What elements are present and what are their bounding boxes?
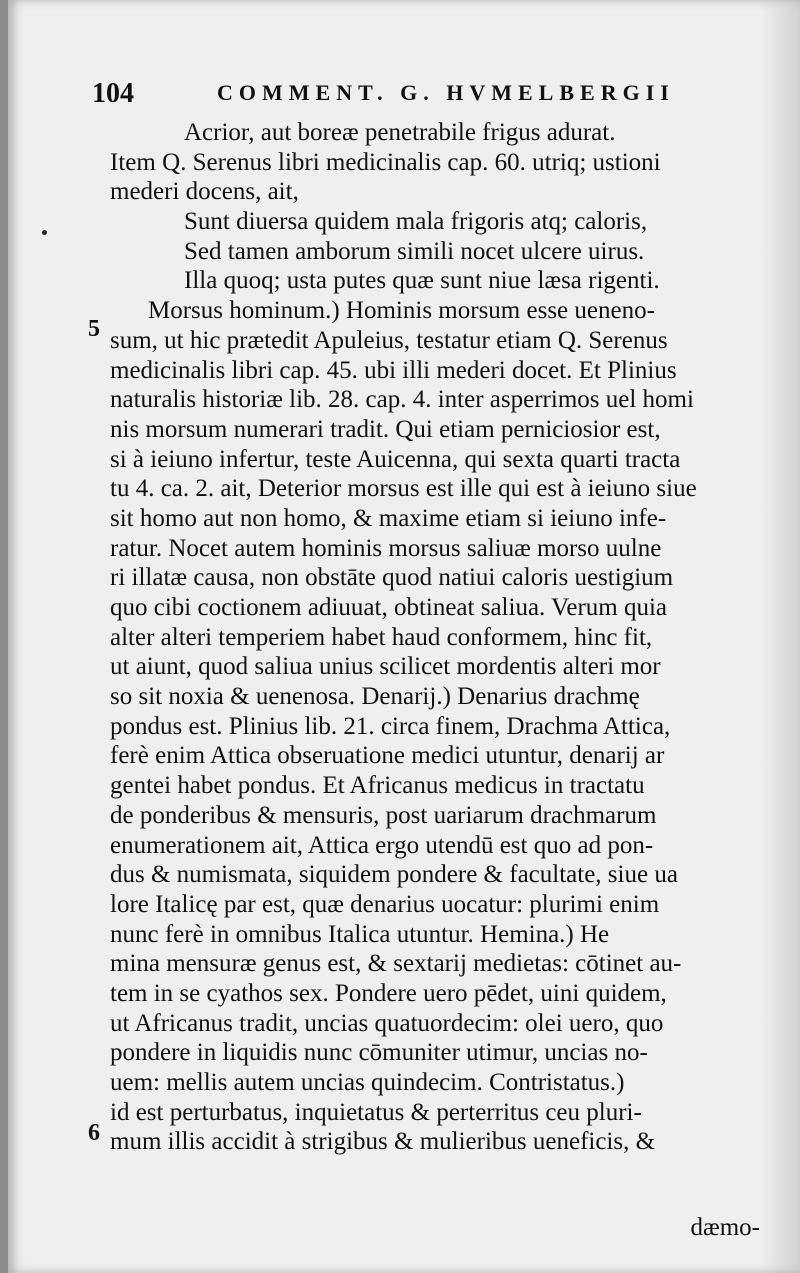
margin-note-number: 6: [88, 1120, 100, 1146]
text-body: [110, 118, 770, 1157]
text-line: tu 4. ca. 2. ait, Deterior morsus est ille qui est à ieiuno siue: [110, 475, 697, 503]
text-line: Acrior, aut boreæ penetrabile frigus adurat.: [184, 119, 616, 146]
text-line: lore Italicę par est, quæ denarius uocatur: plurimi enim: [110, 890, 660, 918]
text-line: tem in se cyathos sex. Pondere uero pēdet, uini quidem,: [110, 979, 667, 1007]
text-line: gentei habet pondus. Et Africanus medicus in tractatu: [110, 772, 645, 800]
text-line: ferè enim Attica obseruatione medici utuntur, denarij ar: [110, 742, 665, 770]
text-line: sum, ut hic prætedit Apuleius, testatur etiam Q. Serenus: [110, 326, 668, 354]
text-line: pondus est. Plinius lib. 21. circa finem, Drachma Attica,: [110, 712, 671, 740]
running-header: [92, 78, 712, 112]
text-line: Illa quoq; usta putes quæ sunt niue læsa rigenti.: [184, 267, 660, 295]
text-line: medicinalis libri cap. 45. ubi illi mederi docet. Et Plinius: [110, 356, 677, 384]
text-line: Sed tamen amborum simili nocet ulcere uirus.: [184, 237, 645, 265]
text-line: dus & numismata, siquidem pondere & facultate, siue ua: [110, 861, 678, 889]
text-line: si à ieiuno infertur, teste Auicenna, qui sexta quarti tracta: [110, 445, 681, 473]
text-line: mederi docens, ait,: [110, 178, 299, 206]
text-line: ut aiunt, quod saliua unius scilicet mordentis alteri mor: [110, 653, 661, 681]
text-line: sit homo aut non homo, & maxime etiam si ieiuno infe-: [110, 504, 667, 532]
text-line: de ponderibus & mensuris, post uariarum drachmarum: [110, 801, 657, 829]
text-line: ratur. Nocet autem hominis morsus saliuæ morso uulne: [110, 534, 662, 562]
text-line: Sunt diuersa quidem mala frigoris atq; caloris,: [184, 208, 648, 236]
text-line: ut Africanus tradit, uncias quatuordecim: olei uero, quo: [110, 1009, 664, 1037]
text-line: pondere in liquidis nunc cōmuniter utimur, uncias no-: [110, 1039, 648, 1067]
text-line: so sit noxia & uenenosa. Denarij.) Denarius drachmę: [110, 683, 640, 711]
text-line: mum illis accidit à strigibus & mulieribus ueneficis, &: [110, 1128, 656, 1156]
text-line: id est perturbatus, inquietatus & perterritus ceu pluri-: [110, 1098, 642, 1126]
text-line: mina mensuræ genus est, & sextarij medietas: cōtinet au-: [110, 950, 682, 978]
text-line: uem: mellis autem uncias quindecim. Contristatus.): [110, 1069, 625, 1096]
page-number: 104: [92, 78, 134, 109]
text-line: nunc ferè in omnibus Italica utuntur. Hemina.) He: [110, 920, 610, 948]
text-line: alter alteri temperiem habet haud conformem, hinc fit,: [110, 623, 653, 651]
text-line: quo cibi coctionem adiuuat, obtineat saliua. Verum quia: [110, 594, 668, 621]
text-line: ri illatæ causa, non obstāte quod natiui caloris uestigium: [110, 564, 674, 592]
ink-speck: [42, 230, 47, 235]
text-line: enumerationem ait, Attica ergo utendū est quo ad pon-: [110, 831, 654, 859]
margin-note-number: 5: [88, 316, 100, 342]
text-line: Morsus hominum.) Hominis morsum esse ueneno-: [148, 297, 655, 325]
catchword: dæmo-: [690, 1214, 760, 1241]
text-line: naturalis historiæ lib. 28. cap. 4. inter asperrimos uel homi: [110, 386, 694, 414]
text-line: nis morsum numerari tradit. Qui etiam perniciosior est,: [110, 415, 661, 443]
running-title: COMMENT. G. HVMELBERGII: [217, 80, 675, 105]
text-line: Item Q. Serenus libri medicinalis cap. 60. utriq; ustioni: [110, 148, 661, 176]
